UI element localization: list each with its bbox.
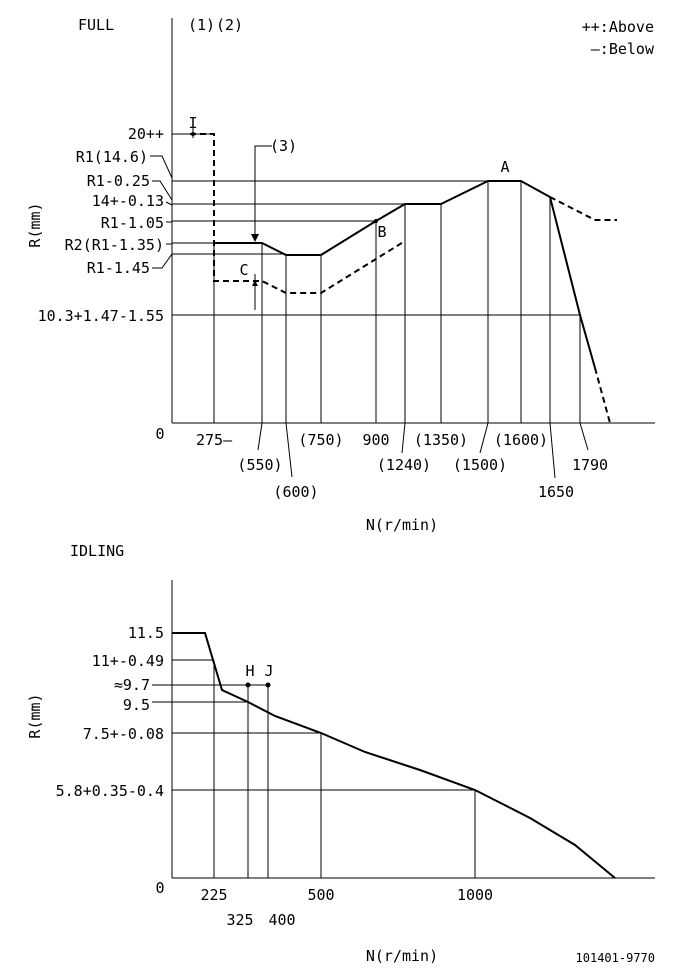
- full-ylabel: R(mm): [26, 202, 44, 248]
- xlead-1650: [550, 423, 555, 478]
- x-label-750: (750): [298, 431, 344, 449]
- idling-chart: [26, 542, 655, 965]
- idle-y-label-115: 11.5: [127, 624, 164, 642]
- idling-ylabel: R(mm): [26, 693, 44, 739]
- full-solid-tail: [595, 368, 610, 423]
- xlead-1240: [402, 423, 405, 453]
- note-3: (3): [270, 137, 298, 155]
- y-label-20: 20++: [127, 125, 164, 143]
- idle-y-label-58: 5.8+0.35-0.4: [55, 782, 164, 800]
- x-label-900: 900: [362, 431, 390, 449]
- y-label-r1: R1(14.6): [75, 148, 148, 166]
- idle-x-label-1000: 1000: [456, 886, 494, 904]
- y-label-r1-105: R1-1.05: [100, 214, 164, 232]
- x-label-1790: 1790: [571, 456, 609, 474]
- point-h-label: H: [245, 662, 255, 680]
- idling-origin: 0: [155, 879, 165, 897]
- full-dashed-upper: [550, 197, 617, 220]
- point-i-label: I: [188, 114, 198, 132]
- idle-y-label-95: 9.5: [122, 696, 150, 714]
- point-i-dot: [191, 132, 195, 136]
- idle-x-label-325: 325: [226, 911, 254, 929]
- idle-y-label-97: ≈9.7: [113, 676, 150, 694]
- note-3-arrow-icon: [251, 234, 259, 242]
- idle-y-label-75: 7.5+-0.08: [82, 725, 164, 743]
- xlead-1500: [480, 423, 488, 453]
- point-j-label: J: [264, 662, 274, 680]
- idle-x-label-400: 400: [268, 911, 296, 929]
- legend-below: —:Below: [590, 40, 654, 58]
- point-h-dot: [246, 683, 251, 688]
- leader-r1-145: [152, 254, 172, 268]
- full-origin: 0: [155, 425, 165, 443]
- idling-curve: [172, 633, 615, 878]
- x-label-1500: (1500): [452, 456, 508, 474]
- y-label-14: 14+-0.13: [91, 192, 164, 210]
- idle-x-label-225: 225: [200, 886, 228, 904]
- point-j-dot: [266, 683, 271, 688]
- legend-above: ++:Above: [581, 18, 654, 36]
- leader-14: [166, 202, 172, 205]
- full-xlabel: N(r/min): [365, 516, 439, 534]
- x-label-1600: (1600): [493, 431, 549, 449]
- footer-code: 101401-9770: [575, 951, 655, 965]
- xlead-550: [258, 423, 262, 450]
- x-label-550: (550): [237, 456, 283, 474]
- x-label-1650: 1650: [537, 483, 575, 501]
- point-b-label: B: [377, 223, 387, 241]
- x-label-600: (600): [273, 483, 319, 501]
- xlead-1790: [580, 423, 588, 450]
- note-3-leader: [255, 146, 272, 240]
- y-label-103: 10.3+1.47-1.55: [37, 307, 164, 325]
- idle-x-label-500: 500: [307, 886, 335, 904]
- note-2: (2): [216, 16, 244, 34]
- point-c-label: C: [239, 261, 249, 279]
- x-label-1240: (1240): [376, 456, 432, 474]
- y-label-r1-025: R1-0.25: [86, 172, 150, 190]
- idling-xlabel: N(r/min): [365, 947, 439, 965]
- x-label-1350: (1350): [413, 431, 469, 449]
- full-chart: [26, 16, 655, 534]
- y-label-r2: R2(R1-1.35): [64, 236, 164, 254]
- full-dashed-lower: [190, 134, 405, 293]
- leader-r1: [150, 156, 172, 178]
- idling-title: IDLING: [70, 542, 125, 560]
- point-b-dot: [374, 219, 378, 223]
- idle-y-label-11: 11+-0.49: [91, 652, 164, 670]
- x-label-275: 275—: [196, 431, 233, 449]
- note-1: (1): [188, 16, 216, 34]
- y-label-r1-145: R1-1.45: [86, 259, 150, 277]
- xlead-600: [286, 423, 292, 477]
- point-a-label: A: [500, 158, 510, 176]
- full-title: FULL: [78, 16, 115, 34]
